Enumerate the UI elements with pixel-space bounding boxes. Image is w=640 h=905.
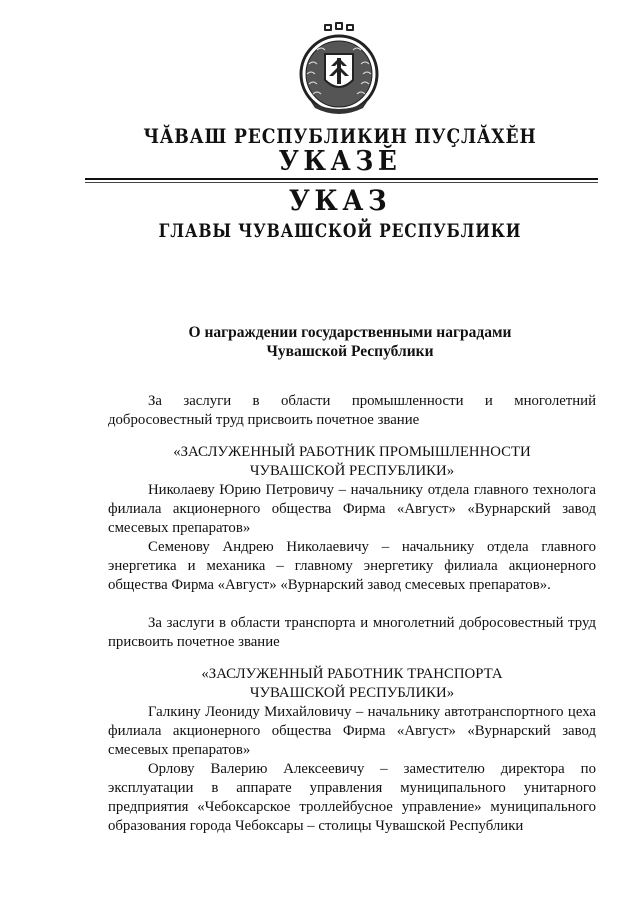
section2-award-line1: «ЗАСЛУЖЕННЫЙ РАБОТНИК ТРАНСПОРТА [201,666,503,682]
header-chuvash-line: ЧĂВАШ РЕСПУБЛИКИН ПУÇЛĂХĔН [143,124,537,148]
section1-award-line2: ЧУВАШСКОЙ РЕСПУБЛИКИ» [249,463,455,479]
section1-award-line1: «ЗАСЛУЖЕННЫЙ РАБОТНИК ПРОМЫШЛЕННОСТИ [173,444,531,460]
section2-intro: За заслуги в области транспорта и многолетний добросовестный труд присвоить почетное звание [108,615,596,650]
header-divider-thin [85,182,598,183]
header-russian-ukaz: УКАЗ [288,184,392,217]
decree-body [108,392,596,836]
header-divider-thick [85,178,598,180]
chuvash-republic-emblem-icon [295,20,383,116]
header-russian-line: ГЛАВЫ ЧУВАШСКОЙ РЕСПУБЛИКИ [158,220,522,242]
section1-recipient-2: Семенову Андрею Николаевичу – начальнику отдела главного энергетика и механика – главному энергетику филиала акционерного общества Фирма «Август» «Вурнарский завод смесевых препаратов». [108,539,596,593]
decree-title-line2: Чувашской Республики [266,343,434,360]
section2-recipient-2: Орлову Валерию Алексеевичу – заместителю директора по эксплуатации в аппарате управления муниципального унитарного предприятия «Чебоксарское троллейбусное управление» муниципального образования города Чебоксары – столицы Чувашской Республики [108,761,596,834]
decree-title [110,323,590,361]
section2-recipient-1: Галкину Леониду Михайловичу – начальнику автотранспортного цеха филиала акционерного общества Фирма «Август» «Вурнарский завод смесевых препаратов» [108,704,596,758]
decree-title-line1: О награждении государственными наградами [188,324,512,341]
section1-award-title [108,443,596,481]
section2-award-line2: ЧУВАШСКОЙ РЕСПУБЛИКИ» [249,685,455,701]
section1-recipient-1: Николаеву Юрию Петровичу – начальнику отдела главного технолога филиала акционерного общества Фирма «Август» «Вурнарский завод смесевых препаратов» [108,482,596,536]
section1-intro: За заслуги в области промышленности и многолетний добросовестный труд присвоить почетное звание [108,393,596,428]
section2-award-title [108,665,596,703]
header-chuvash-ukaze: УКАЗĔ [278,146,402,177]
